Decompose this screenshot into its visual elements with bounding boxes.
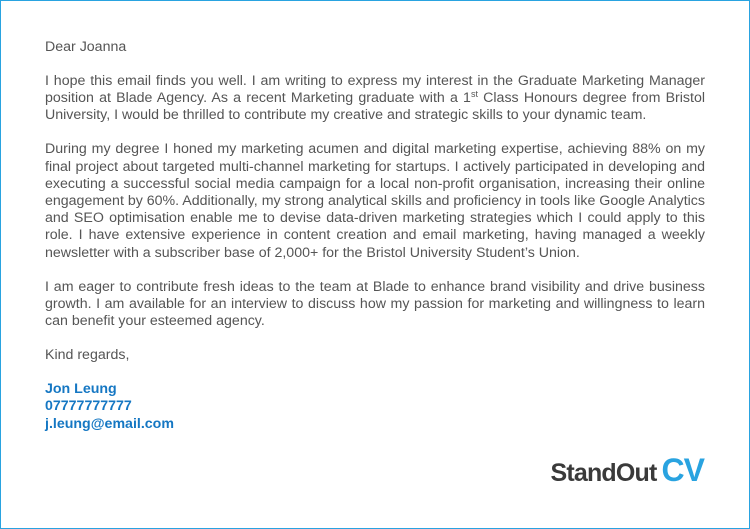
paragraph-intro <box>45 73 705 125</box>
paragraph-intro-text-1: I hope this email finds you well. I am writing to express my interest in the Graduate Marketing Manager position at Blade Agency. As a recent Marketing graduate with a 1 <box>45 72 705 106</box>
signoff: Kind regards, <box>45 347 130 364</box>
signature-phone: 07777777777 <box>45 398 132 415</box>
signature-email: j.leung@email.com <box>45 415 174 432</box>
paragraph-closing: I am eager to contribute fresh ideas to the team at Blade to enhance brand visibility and drive business growth. I am available for an interview to discuss how my passion for marketing and willingness to learn can benefit your esteemed agency. <box>45 278 705 330</box>
greeting: Dear Joanna <box>45 39 127 55</box>
logo-cv: CV <box>661 452 704 488</box>
logo-word: StandOut <box>550 459 657 487</box>
signature-block <box>45 381 705 434</box>
paragraph-intro-text-2: Class Honours degree from Bristol University, I would be thrilled to contribute my creative and strategic skills to your dynamic team. <box>45 89 705 124</box>
ordinal-suffix: st <box>470 88 478 99</box>
standout-cv-logo <box>550 452 704 486</box>
signature-name: Jon Leung <box>45 380 117 397</box>
cover-letter <box>45 39 705 433</box>
paragraph-experience: During my degree I honed my marketing acumen and digital marketing expertise, achieving 88% on my final project about targeted multi-channel marketing for startups. I actively participated in developing and executing a successful social media campaign for a local non-profit organisation, increasing their online engagement by 60%. Additionally, my strong analytical skills and proficiency in tools like Google Analytics and SEO optimisation enable me to devise data-driven marketing strategies which I could apply to this role. I have extensive experience in content creation and email marketing, having managed a weekly newsletter with a subscriber base of 2,000+ for the Bristol University Student’s Union. <box>45 141 705 261</box>
